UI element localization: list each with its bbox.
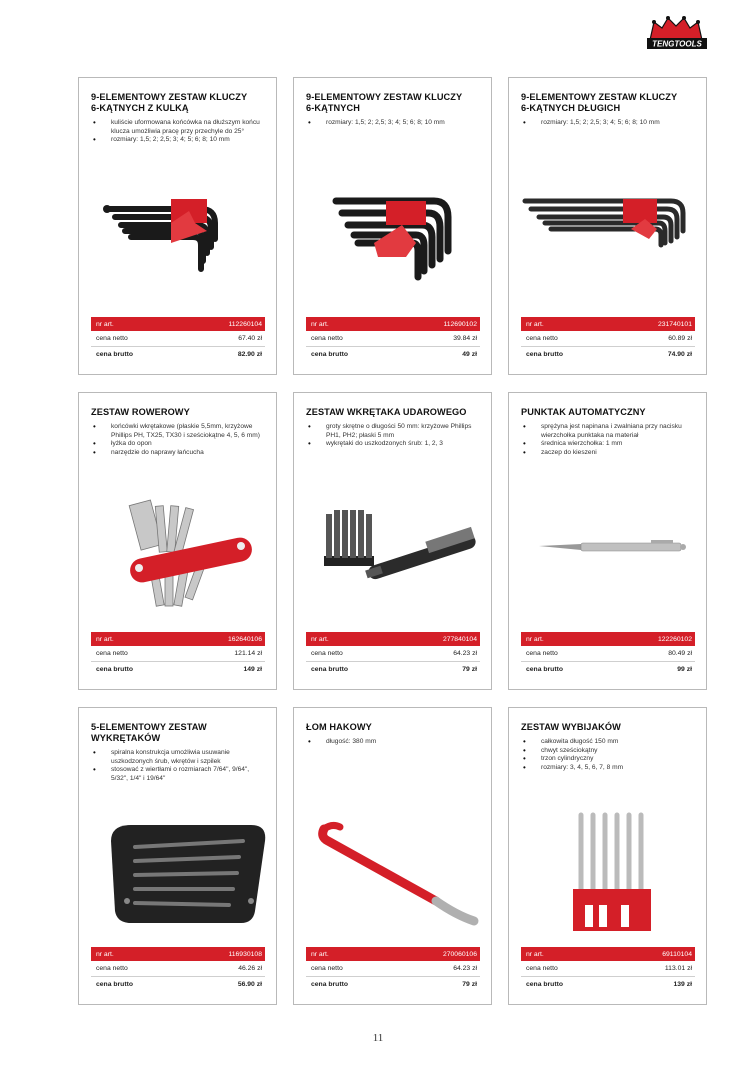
bicycle-multitool-image xyxy=(91,496,267,616)
price-value: 122260102 xyxy=(657,635,692,643)
price-value: 162640106 xyxy=(227,635,262,643)
long-hex-key-set-image xyxy=(521,181,697,301)
price-label: cena brutto xyxy=(311,981,349,988)
net-price-row xyxy=(521,331,695,347)
feature-item: • całkowita długość 150 mm xyxy=(521,738,693,747)
price-label: nr art. xyxy=(96,635,114,643)
price-value: 46.26 zł xyxy=(238,965,262,972)
price-label: nr art. xyxy=(311,950,329,958)
product-features xyxy=(306,738,478,747)
price-label: cena netto xyxy=(96,335,128,342)
pin-punch-set-image xyxy=(521,811,697,931)
feature-item: • zaczep do kieszeni xyxy=(521,449,693,458)
price-value: 277840104 xyxy=(442,635,477,643)
art-number-row xyxy=(306,947,480,961)
price-label: nr art. xyxy=(526,320,544,328)
product-title xyxy=(521,92,699,114)
gross-price-row xyxy=(521,977,695,992)
price-table xyxy=(306,317,480,362)
price-value: 112690102 xyxy=(443,320,477,328)
feature-item: • stosować z wiertłami o rozmiarach 7/64", 9/64", 5/32", 1/4" i 19/64" xyxy=(91,766,263,783)
automatic-center-punch-image xyxy=(521,496,697,616)
gross-price-row xyxy=(306,977,480,992)
net-price-row xyxy=(521,961,695,977)
price-label: cena netto xyxy=(96,650,128,657)
product-card xyxy=(508,707,707,1005)
price-label: cena brutto xyxy=(96,981,134,988)
net-price-row xyxy=(91,961,265,977)
logo-text: TENGTOOLS xyxy=(652,39,702,49)
product-card xyxy=(293,77,492,375)
art-number-row xyxy=(91,317,265,331)
gross-price-row xyxy=(306,662,480,677)
feature-item: • rozmiary: 1,5; 2; 2,5; 3; 4; 5; 6; 8; 10 mm xyxy=(521,119,693,128)
product-title-line2: 6-KĄTNYCH DŁUGICH xyxy=(521,103,621,113)
price-label: nr art. xyxy=(311,320,329,328)
feature-item: • łyżka do opon xyxy=(91,440,263,449)
price-value: 231740101 xyxy=(657,320,692,328)
ball-hex-key-set-image xyxy=(91,181,267,301)
product-features xyxy=(91,119,263,145)
product-title xyxy=(306,722,484,733)
pry-bar-image xyxy=(306,811,482,931)
price-label: cena netto xyxy=(96,965,128,972)
price-value: 113.01 zł xyxy=(664,965,692,972)
net-price-row xyxy=(521,646,695,662)
feature-item: • trzon cylindryczny xyxy=(521,755,693,764)
feature-item: • spiralna konstrukcja umożliwia usuwanie uszkodzonych śrub, wkrętów i szpilek xyxy=(91,749,263,766)
net-price-row xyxy=(306,961,480,977)
price-value: 60.89 zł xyxy=(668,335,692,342)
product-title xyxy=(91,407,269,418)
price-table xyxy=(91,947,265,992)
net-price-row xyxy=(306,331,480,347)
product-title-line2: 6-KĄTNYCH xyxy=(306,103,360,113)
price-label: cena brutto xyxy=(311,666,349,673)
product-title xyxy=(91,722,269,744)
art-number-row xyxy=(521,947,695,961)
price-label: cena netto xyxy=(526,965,558,972)
price-table xyxy=(306,947,480,992)
price-value: 74.90 zł xyxy=(667,351,692,358)
art-number-row xyxy=(306,317,480,331)
price-value: 116930108 xyxy=(228,950,262,958)
feature-item: • kuliście uformowana końcówka na dłuższym końcu klucza umożliwia pracę przy przechyle do 25° xyxy=(91,119,263,136)
feature-item: • średnica wierzchołka: 1 mm xyxy=(521,440,693,449)
price-label: cena netto xyxy=(311,965,343,972)
product-card xyxy=(78,77,277,375)
price-label: nr art. xyxy=(311,635,329,643)
product-features xyxy=(521,423,693,457)
price-value: 69110104 xyxy=(662,950,692,958)
price-table xyxy=(521,632,695,677)
art-number-row xyxy=(91,632,265,646)
gross-price-row xyxy=(306,347,480,362)
price-label: cena brutto xyxy=(526,351,564,358)
art-number-row xyxy=(521,317,695,331)
product-title-line1: 9-ELEMENTOWY ZESTAW KLUCZY xyxy=(91,92,248,102)
product-features xyxy=(306,423,478,449)
product-title-line1: 9-ELEMENTOWY ZESTAW KLUCZY xyxy=(521,92,678,102)
price-value: 79 zł xyxy=(462,981,477,988)
price-label: cena netto xyxy=(526,335,558,342)
gross-price-row xyxy=(521,347,695,362)
art-number-row xyxy=(521,632,695,646)
price-value: 49 zł xyxy=(462,351,477,358)
price-value: 67.40 zł xyxy=(238,335,262,342)
price-label: cena brutto xyxy=(96,666,134,673)
product-card xyxy=(508,392,707,690)
price-value: 80.49 zł xyxy=(668,650,692,657)
gross-price-row xyxy=(91,347,265,362)
price-value: 56.90 zł xyxy=(237,981,262,988)
product-title-line1: ŁOM HAKOWY xyxy=(306,722,372,732)
feature-item: • chwyt sześciokątny xyxy=(521,747,693,756)
product-features xyxy=(91,423,263,457)
price-label: cena brutto xyxy=(526,981,564,988)
price-table xyxy=(521,947,695,992)
feature-item: • narzędzie do naprawy łańcucha xyxy=(91,449,263,458)
hex-key-set-image xyxy=(306,181,482,301)
net-price-row xyxy=(91,331,265,347)
impact-driver-set-image xyxy=(306,496,482,616)
price-value: 82.90 zł xyxy=(237,351,262,358)
gross-price-row xyxy=(91,662,265,677)
price-label: cena netto xyxy=(526,650,558,657)
product-title-line2: 6-KĄTNYCH Z KULKĄ xyxy=(91,103,189,113)
price-value: 39.84 zł xyxy=(453,335,477,342)
price-label: nr art. xyxy=(526,635,544,643)
net-price-row xyxy=(91,646,265,662)
art-number-row xyxy=(91,947,265,961)
product-card xyxy=(78,707,277,1005)
price-value: 149 zł xyxy=(243,666,262,673)
price-value: 99 zł xyxy=(677,666,692,673)
price-value: 64.23 zł xyxy=(453,650,477,657)
screw-extractor-set-image xyxy=(91,811,267,931)
price-value: 79 zł xyxy=(462,666,477,673)
feature-item: • sprężyna jest napinana i zwalniana przy nacisku wierzchołka punktaka na materiał xyxy=(521,423,693,440)
price-label: cena brutto xyxy=(526,666,564,673)
art-number-row xyxy=(306,632,480,646)
price-label: cena brutto xyxy=(311,351,349,358)
product-card xyxy=(293,392,492,690)
product-title xyxy=(521,407,699,418)
product-features xyxy=(306,119,478,128)
price-label: cena netto xyxy=(311,335,343,342)
product-card xyxy=(293,707,492,1005)
product-features xyxy=(521,119,693,128)
price-label: nr art. xyxy=(96,320,114,328)
product-card xyxy=(508,77,707,375)
feature-item: • długość: 380 mm xyxy=(306,738,478,747)
product-title-line1: ZESTAW WYBIJAKÓW xyxy=(521,722,621,732)
product-features xyxy=(91,749,263,783)
product-title-line2: WYKRĘTAKÓW xyxy=(91,733,161,743)
price-label: cena netto xyxy=(311,650,343,657)
feature-item: • groty skrętne o długości 50 mm: krzyżowe Phillips PH1, PH2; płaski 5 mm xyxy=(306,423,478,440)
feature-item: • rozmiary: 1,5; 2; 2,5; 3; 4; 5; 6; 8; 10 mm xyxy=(306,119,478,128)
feature-item: • końcówki wkrętakowe (płaskie 5,5mm, krzyżowe Phillips PH, TX25, TX30 i sześciokątne 4, 5, 6 mm) xyxy=(91,423,263,440)
price-table xyxy=(91,632,265,677)
price-label: nr art. xyxy=(526,950,544,958)
product-title-line1: ZESTAW WKRĘTAKA UDAROWEGO xyxy=(306,407,467,417)
price-table xyxy=(306,632,480,677)
price-value: 139 zł xyxy=(673,981,692,988)
product-title xyxy=(306,92,484,114)
gross-price-row xyxy=(91,977,265,992)
product-title-line1: PUNKTAK AUTOMATYCZNY xyxy=(521,407,646,417)
feature-item: • rozmiary: 1,5; 2; 2,5; 3; 4; 5; 6; 8; 10 mm xyxy=(91,136,263,145)
price-label: nr art. xyxy=(96,950,114,958)
price-label: cena brutto xyxy=(96,351,134,358)
tengtools-logo xyxy=(644,14,710,52)
net-price-row xyxy=(306,646,480,662)
price-value: 112260104 xyxy=(228,320,262,328)
product-features xyxy=(521,738,693,772)
product-title xyxy=(91,92,269,114)
price-table xyxy=(521,317,695,362)
gross-price-row xyxy=(521,662,695,677)
page-number: 11 xyxy=(372,1032,384,1044)
feature-item: • rozmiary: 3, 4, 5, 6, 7, 8 mm xyxy=(521,764,693,773)
feature-item: • wykrętaki do uszkodzonych śrub: 1, 2, 3 xyxy=(306,440,478,449)
product-title xyxy=(521,722,699,733)
price-value: 121.14 zł xyxy=(234,650,262,657)
product-title xyxy=(306,407,484,418)
price-value: 64.23 zł xyxy=(453,965,477,972)
price-value: 270060106 xyxy=(442,950,477,958)
product-title-line1: ZESTAW ROWEROWY xyxy=(91,407,190,417)
product-title-line1: 9-ELEMENTOWY ZESTAW KLUCZY xyxy=(306,92,463,102)
product-card xyxy=(78,392,277,690)
price-table xyxy=(91,317,265,362)
product-title-line1: 5-ELEMENTOWY ZESTAW xyxy=(91,722,207,732)
